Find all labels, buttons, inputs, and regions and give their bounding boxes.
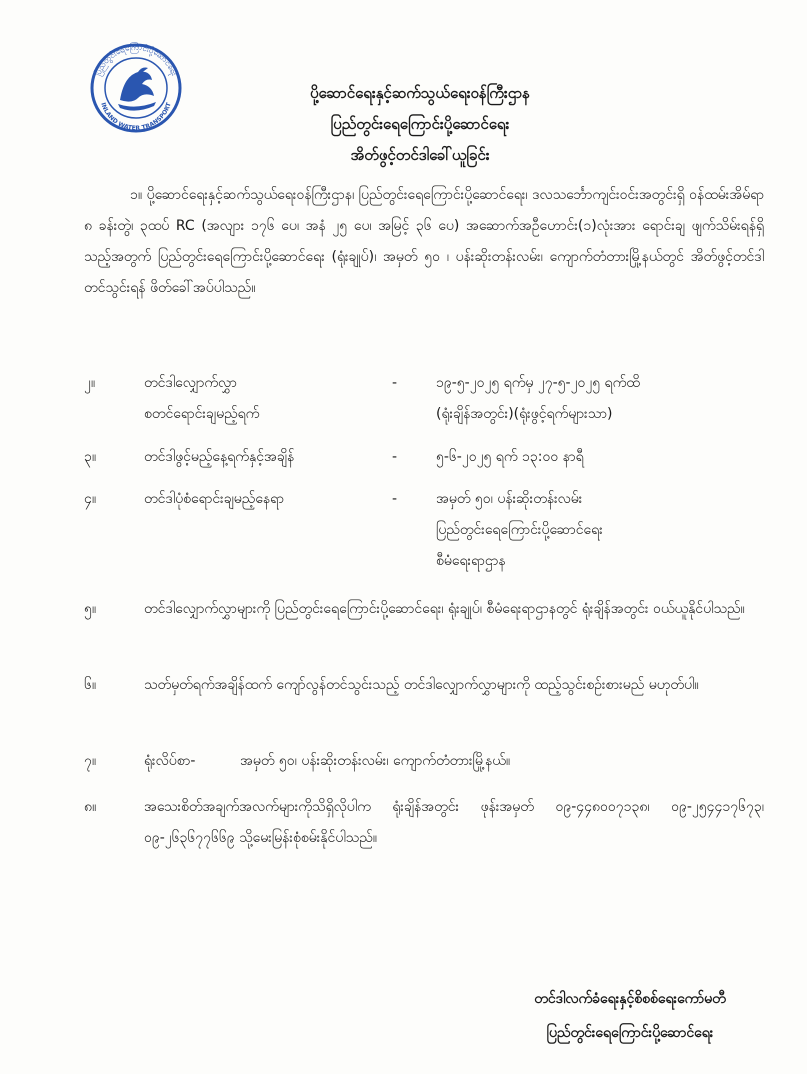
item-1-number: ၁။ — [130, 187, 143, 203]
item-8-text: အသေးစိတ်အချက်အလက်များကိုသိရှိလိုပါက ရုံးချိန်အတွင်း ဖုန်းအမှတ် ၀၉-၄၄၈၀၀၇၁၃၈၊ ၀၉-၂၅၄၄၁၇၆၇၃၊ ၀၉-၂၆၃၆၇၇၆၆၉ သို့မေးမြန်းစုံစမ်းနိုင်ပါသည်။ — [144, 799, 764, 846]
item-2-label — [144, 368, 384, 430]
item-4-value — [436, 484, 776, 577]
item-2-value-line1: ၁၉-၅-၂၀၂၅ ရက်မှ ၂၇-၅-၂၀၂၅ ရက်ထိ — [436, 375, 640, 391]
item-2-value-line2: (ရုံးချိန်အတွင်း)(ရုံးဖွင့်ရက်များသာ) — [436, 406, 613, 422]
item-2-label-line1: တင်ဒါလျှောက်လွှာ — [144, 375, 237, 391]
item-5-text: တင်ဒါလျှောက်လွှာများကို ပြည်တွင်းရေကြောင်းပို့ဆောင်ရေး၊ ရုံးချုပ်၊ စီမံရေးရာဌာနတွင် ရုံးချိန်အတွင်း ဝယ်ယူနိုင်ပါသည်။ — [144, 601, 745, 617]
item-2-number: ၂။ — [84, 375, 96, 391]
ministry-name: ပို့ဆောင်ရေးနှင့်ဆက်သွယ်ရေးဝန်ကြီးဌာန — [310, 84, 530, 102]
item-8-number: ၈။ — [84, 799, 97, 815]
item-2-value — [436, 368, 776, 430]
item-2-dash: - — [392, 375, 398, 391]
item-1-text — [84, 180, 764, 304]
item-6-text: သတ်မှတ်ရက်အချိန်ထက် ကျော်လွန်တင်သွင်းသည့် တင်ဒါလျှောက်လွှာများကို ထည့်သွင်းစဉ်းစားမည် မဟုတ်ပါ။ — [144, 677, 699, 693]
committee-name: တင်ဒါလက်ခံရေးနှင့်စိစစ်ရေးကော်မတီ — [534, 991, 726, 1007]
item-4-dash: - — [392, 491, 398, 507]
logo-emblem — [80, 38, 192, 134]
item-4-label: တင်ဒါပုံစံရောင်းချမည့်နေရာ — [144, 491, 284, 507]
item-3-label: တင်ဒါဖွင့်မည့်နေ့ရက်နှင့်အချိန် — [144, 449, 295, 465]
item-4-number: ၄။ — [84, 491, 97, 507]
item-7-number: ၇။ — [84, 753, 97, 769]
item-4-value-line1: အမှတ် ၅၀၊ ပန်းဆိုးတန်းလမ်း — [436, 491, 583, 507]
logo-bottom-text: INLAND WATER TRANSPORT — [99, 101, 173, 133]
item-1-body: ပို့ဆောင်ရေးနှင့်ဆက်သွယ်ရေးဝန်ကြီးဌာန၊ ပြည်တွင်းရေကြောင်းပို့ဆောင်ရေး၊ ဒလသင်္ဘောကျင်းဝင်းအတွင်းရှိ ဝန်ထမ်းအိမ်ရာ ၈ ခန်းတွဲ၊ ၃ထပ် RC (အလျား ၁၇၆ ပေ၊ အနံ ၂၅ ပေ၊ အမြင့် ၃၆ ပေ) အဆောက်အဦဟောင်း(၁)လုံးအား ရောင်းချ ဖျက်သိမ်းရန်ရှိသည့်အတွက် ပြည်တွင်းရေကြောင်းပို့ဆောင်ရေး (ရုံးချုပ်)၊ အမှတ် ၅၀ ၊ ပန်းဆိုးတန်းလမ်း၊ ကျောက်တံတားမြို့နယ်တွင် အိတ်ဖွင့်တင်ဒါ တင်သွင်းရန် ဖိတ်ခေါ်အပ်ပါသည်။ — [84, 187, 765, 296]
item-7-value: အမှတ် ၅၀၊ ပန်းဆိုးတန်းလမ်း၊ ကျောက်တံတားမြို့နယ်။ — [240, 753, 511, 769]
signature-block — [480, 982, 780, 1050]
bird-emblem-icon — [118, 68, 156, 111]
item-3-number: ၃။ — [84, 449, 97, 465]
item-7-label: ရုံးလိပ်စာ- — [144, 753, 196, 769]
department-logo — [80, 38, 192, 134]
department-name: ပြည်တွင်းရေကြောင်းပို့ဆောင်ရေး — [330, 115, 510, 133]
logo-top-text: ပြည်တွင်းရေကြောင်းပို့ဆောင်ရေး — [93, 42, 179, 77]
item-4-value-line3: စီမံရေးရာဌာန — [436, 553, 506, 569]
item-2-label-line2: စတင်ရောင်းချမည့်ရက် — [144, 406, 260, 422]
document-title: အိတ်ဖွင့်တင်ဒါခေါ်ယူခြင်း — [350, 146, 490, 164]
item-6-number: ၆။ — [84, 677, 97, 693]
item-3-dash: - — [392, 449, 398, 465]
item-3-value: ၅-၆-၂၀၂၅ ရက် ၁၃:၀၀ နာရီ — [436, 449, 584, 465]
item-5-number: ၅။ — [84, 601, 97, 617]
document-header — [200, 78, 640, 171]
signature-department: ပြည်တွင်းရေကြောင်းပို့ဆောင်ရေး — [546, 1025, 714, 1041]
item-4-value-line2: ပြည်တွင်းရေကြောင်းပို့ဆောင်ရေး — [436, 522, 603, 538]
